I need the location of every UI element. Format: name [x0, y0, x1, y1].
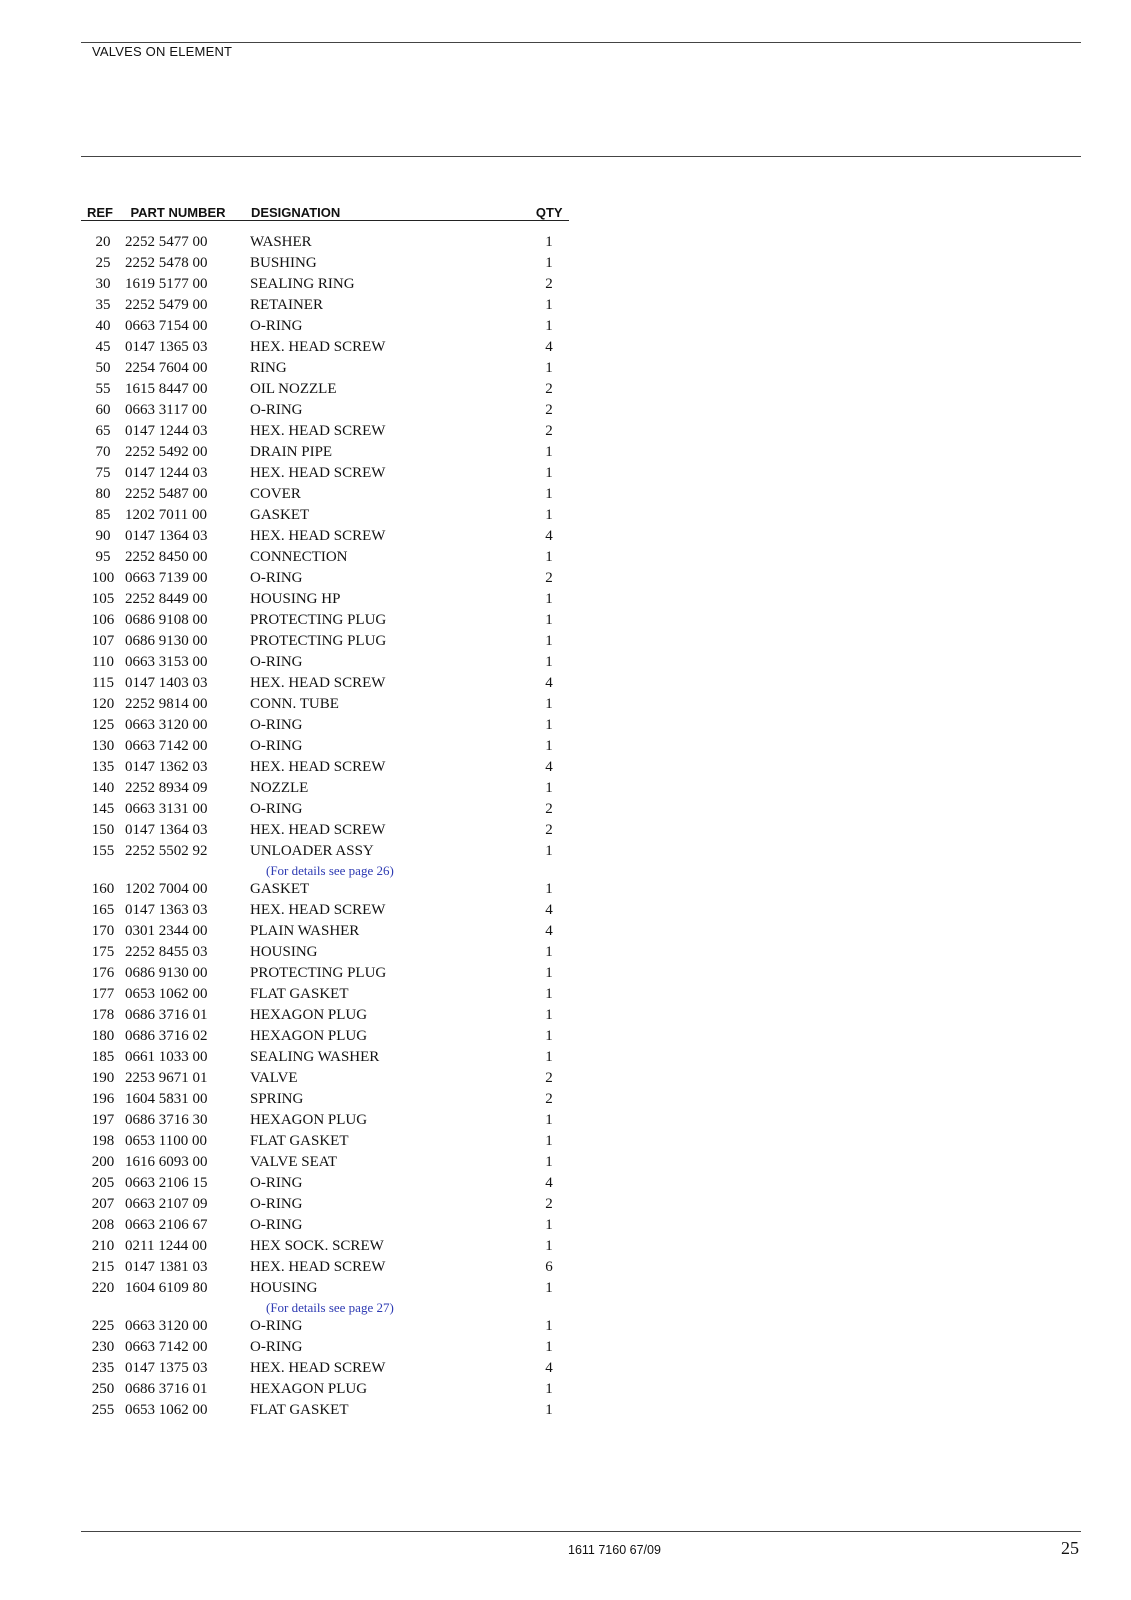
row-designation: HEX. HEAD SCREW	[250, 465, 386, 481]
row-part-number: 2252 8450 00	[125, 549, 208, 565]
row-part-number: 1202 7004 00	[125, 881, 208, 897]
column-header-qty: QTY	[535, 205, 563, 220]
row-qty: 1	[545, 465, 553, 481]
table-row	[81, 900, 569, 921]
table-row	[81, 942, 569, 963]
table-row	[81, 757, 569, 778]
row-designation: O-RING	[250, 1217, 303, 1233]
row-ref: 70	[95, 444, 111, 460]
table-row	[81, 1173, 569, 1194]
table-row	[81, 652, 569, 673]
table-row	[81, 526, 569, 547]
row-designation: COVER	[250, 486, 301, 502]
document-number: 1611 7160 67/09	[568, 1543, 661, 1557]
row-part-number: 1619 5177 00	[125, 276, 208, 292]
row-part-number: 1202 7011 00	[125, 507, 207, 523]
row-qty: 2	[545, 276, 553, 292]
row-designation: O-RING	[250, 402, 303, 418]
row-designation: VALVE	[250, 1070, 298, 1086]
row-designation: O-RING	[250, 1339, 303, 1355]
parts-table	[81, 200, 569, 1421]
row-ref: 120	[91, 696, 115, 712]
row-ref: 208	[91, 1217, 115, 1233]
row-ref: 35	[95, 297, 111, 313]
table-row	[81, 358, 569, 379]
table-row	[81, 505, 569, 526]
row-ref: 225	[91, 1318, 115, 1334]
row-qty: 4	[545, 1360, 553, 1376]
table-row	[81, 1379, 569, 1400]
row-ref: 175	[91, 944, 115, 960]
row-qty: 4	[545, 528, 553, 544]
row-part-number: 0147 1244 03	[125, 423, 208, 439]
row-qty: 1	[545, 738, 553, 754]
row-qty: 4	[545, 923, 553, 939]
row-qty: 2	[545, 1196, 553, 1212]
row-ref: 250	[91, 1381, 115, 1397]
row-ref: 196	[91, 1091, 115, 1107]
table-row	[81, 841, 569, 862]
table-row	[81, 1110, 569, 1131]
row-ref: 176	[91, 965, 115, 981]
row-designation: DRAIN PIPE	[250, 444, 333, 460]
row-part-number: 0147 1364 03	[125, 822, 208, 838]
table-row	[81, 1215, 569, 1236]
row-qty: 1	[545, 654, 553, 670]
row-part-number: 0686 3716 30	[125, 1112, 208, 1128]
footer-rule	[81, 1531, 1081, 1532]
row-designation: PROTECTING PLUG	[250, 633, 387, 649]
row-ref: 115	[92, 675, 114, 691]
table-row	[81, 253, 569, 274]
row-ref: 170	[91, 923, 115, 939]
table-row	[81, 337, 569, 358]
row-part-number: 2252 5502 92	[125, 843, 208, 859]
row-part-number: 2252 8449 00	[125, 591, 208, 607]
table-row	[81, 442, 569, 463]
table-row	[81, 274, 569, 295]
row-qty: 1	[545, 318, 553, 334]
table-row	[81, 694, 569, 715]
row-designation: HOUSING	[250, 1280, 318, 1296]
table-row	[81, 589, 569, 610]
table-row	[81, 631, 569, 652]
row-qty: 1	[545, 1381, 553, 1397]
row-ref: 215	[91, 1259, 115, 1275]
table-row	[81, 568, 569, 589]
row-qty: 1	[545, 486, 553, 502]
row-qty: 4	[545, 1175, 553, 1191]
page-number: 25	[1061, 1538, 1079, 1558]
row-part-number: 2252 5487 00	[125, 486, 208, 502]
row-part-number: 0663 2107 09	[125, 1196, 208, 1212]
row-ref: 107	[91, 633, 115, 649]
row-part-number: 0686 9130 00	[125, 633, 208, 649]
row-designation: HEXAGON PLUG	[250, 1381, 368, 1397]
row-designation: HOUSING HP	[250, 591, 341, 607]
table-row	[81, 1257, 569, 1278]
row-qty: 2	[545, 381, 553, 397]
row-part-number: 1615 8447 00	[125, 381, 208, 397]
row-part-number: 0663 7142 00	[125, 738, 208, 754]
row-part-number: 2252 8934 09	[125, 780, 208, 796]
row-qty: 1	[545, 1217, 553, 1233]
row-ref: 177	[91, 986, 115, 1002]
column-header-ref: REF	[87, 205, 113, 220]
row-designation: GASKET	[250, 507, 310, 523]
row-part-number: 0211 1244 00	[125, 1238, 207, 1254]
row-ref: 50	[95, 360, 111, 376]
row-qty: 1	[545, 965, 553, 981]
row-qty: 4	[545, 902, 553, 918]
row-ref: 25	[95, 255, 111, 271]
row-ref: 65	[95, 423, 111, 439]
row-ref: 100	[91, 570, 115, 586]
details-reference-link[interactable]: (For details see page 27)	[266, 1300, 394, 1315]
row-qty: 4	[545, 759, 553, 775]
row-part-number: 0686 3716 02	[125, 1028, 208, 1044]
row-part-number: 1604 6109 80	[125, 1280, 208, 1296]
header-bottom-rule	[81, 156, 1081, 157]
row-ref: 180	[91, 1028, 115, 1044]
row-designation: HEX. HEAD SCREW	[250, 822, 386, 838]
row-ref: 95	[95, 549, 111, 565]
row-qty: 1	[545, 944, 553, 960]
row-ref: 40	[95, 318, 111, 334]
row-designation: HEXAGON PLUG	[250, 1007, 368, 1023]
table-row	[81, 879, 569, 900]
row-designation: PLAIN WASHER	[250, 923, 360, 939]
row-ref: 150	[91, 822, 115, 838]
row-qty: 2	[545, 402, 553, 418]
row-designation: HEXAGON PLUG	[250, 1112, 368, 1128]
row-part-number: 0147 1375 03	[125, 1360, 208, 1376]
row-qty: 1	[545, 360, 553, 376]
row-ref: 125	[91, 717, 115, 733]
section-title: VALVES ON ELEMENT	[92, 44, 233, 59]
row-ref: 106	[91, 612, 115, 628]
row-designation: HEX. HEAD SCREW	[250, 423, 386, 439]
row-designation: RING	[250, 360, 287, 376]
row-part-number: 0653 1062 00	[125, 1402, 208, 1418]
table-row	[81, 400, 569, 421]
row-part-number: 0663 3120 00	[125, 717, 208, 733]
row-designation: FLAT GASKET	[250, 1133, 349, 1149]
row-part-number: 2252 5477 00	[125, 234, 208, 250]
row-designation: WASHER	[250, 234, 312, 250]
table-body	[81, 232, 569, 1421]
row-ref: 110	[92, 654, 114, 670]
row-part-number: 0147 1365 03	[125, 339, 208, 355]
row-qty: 1	[545, 507, 553, 523]
row-ref: 80	[95, 486, 111, 502]
table-row	[81, 1236, 569, 1257]
row-qty: 6	[545, 1259, 553, 1275]
row-qty: 1	[545, 1339, 553, 1355]
row-part-number: 1616 6093 00	[125, 1154, 208, 1170]
row-part-number: 0686 9130 00	[125, 965, 208, 981]
table-row	[81, 715, 569, 736]
row-qty: 2	[545, 822, 553, 838]
row-part-number: 0147 1364 03	[125, 528, 208, 544]
row-part-number: 1604 5831 00	[125, 1091, 208, 1107]
row-part-number: 2252 5478 00	[125, 255, 208, 271]
row-designation: PROTECTING PLUG	[250, 612, 387, 628]
row-designation: FLAT GASKET	[250, 1402, 349, 1418]
row-ref: 205	[91, 1175, 115, 1191]
row-designation: O-RING	[250, 318, 303, 334]
row-part-number: 0147 1244 03	[125, 465, 208, 481]
row-designation: SEALING RING	[250, 276, 355, 292]
row-ref: 235	[91, 1360, 115, 1376]
row-qty: 1	[545, 843, 553, 859]
table-row	[81, 799, 569, 820]
row-qty: 2	[545, 801, 553, 817]
row-qty: 1	[545, 1318, 553, 1334]
table-row	[81, 820, 569, 841]
table-row	[81, 232, 569, 253]
table-row	[81, 921, 569, 942]
row-qty: 1	[545, 1280, 553, 1296]
row-part-number: 0147 1363 03	[125, 902, 208, 918]
row-designation: HEXAGON PLUG	[250, 1028, 368, 1044]
row-ref: 140	[91, 780, 115, 796]
column-header-part-number: PART NUMBER	[130, 205, 226, 220]
row-designation: O-RING	[250, 570, 303, 586]
row-ref: 90	[95, 528, 111, 544]
table-row	[81, 673, 569, 694]
row-designation: PROTECTING PLUG	[250, 965, 387, 981]
row-designation: O-RING	[250, 1196, 303, 1212]
row-ref: 160	[91, 881, 115, 897]
row-part-number: 0663 7154 00	[125, 318, 208, 334]
table-row	[81, 736, 569, 757]
row-designation: FLAT GASKET	[250, 986, 349, 1002]
row-designation: O-RING	[250, 654, 303, 670]
row-ref: 130	[91, 738, 115, 754]
row-qty: 2	[545, 1091, 553, 1107]
table-row	[81, 1005, 569, 1026]
row-qty: 1	[545, 780, 553, 796]
row-designation: CONNECTION	[250, 549, 348, 565]
row-qty: 2	[545, 423, 553, 439]
row-part-number: 0147 1403 03	[125, 675, 208, 691]
row-part-number: 0147 1381 03	[125, 1259, 208, 1275]
table-row	[81, 484, 569, 505]
row-designation: HEX. HEAD SCREW	[250, 759, 386, 775]
row-qty: 1	[545, 1238, 553, 1254]
row-ref: 220	[91, 1280, 115, 1296]
table-row	[81, 1337, 569, 1358]
row-part-number: 0663 2106 15	[125, 1175, 208, 1191]
row-designation: O-RING	[250, 1175, 303, 1191]
row-designation: HOUSING	[250, 944, 318, 960]
row-designation: HEX. HEAD SCREW	[250, 339, 386, 355]
row-ref: 45	[95, 339, 111, 355]
row-ref: 155	[91, 843, 115, 859]
row-qty: 1	[545, 696, 553, 712]
row-part-number: 0663 2106 67	[125, 1217, 208, 1233]
row-qty: 1	[545, 255, 553, 271]
row-part-number: 2252 9814 00	[125, 696, 208, 712]
row-part-number: 2252 5492 00	[125, 444, 208, 460]
table-row	[81, 463, 569, 484]
row-ref: 190	[91, 1070, 115, 1086]
row-qty: 1	[545, 1007, 553, 1023]
row-part-number: 2253 9671 01	[125, 1070, 208, 1086]
table-row	[81, 1358, 569, 1379]
row-designation: VALVE SEAT	[250, 1154, 338, 1170]
row-designation: CONN. TUBE	[250, 696, 339, 712]
row-ref: 145	[91, 801, 115, 817]
row-qty: 1	[545, 1402, 553, 1418]
table-header	[81, 200, 569, 221]
row-part-number: 2252 8455 03	[125, 944, 208, 960]
table-row	[81, 1131, 569, 1152]
table-row	[81, 1278, 569, 1299]
table-row	[81, 1316, 569, 1337]
row-qty: 1	[545, 1049, 553, 1065]
row-ref: 197	[91, 1112, 115, 1128]
row-part-number: 0663 3117 00	[125, 402, 207, 418]
table-row	[81, 1026, 569, 1047]
table-row	[81, 610, 569, 631]
row-designation: RETAINER	[250, 297, 323, 313]
row-ref: 75	[95, 465, 111, 481]
row-qty: 2	[545, 1070, 553, 1086]
row-ref: 60	[95, 402, 111, 418]
row-designation: O-RING	[250, 801, 303, 817]
row-designation: O-RING	[250, 738, 303, 754]
row-qty: 1	[545, 591, 553, 607]
row-qty: 1	[545, 986, 553, 1002]
table-row	[81, 1089, 569, 1110]
row-designation: NOZZLE	[250, 780, 309, 796]
row-qty: 1	[545, 633, 553, 649]
table-row	[81, 1068, 569, 1089]
row-qty: 4	[545, 339, 553, 355]
table-row	[81, 778, 569, 799]
row-designation: OIL NOZZLE	[250, 381, 337, 397]
row-ref: 85	[95, 507, 111, 523]
row-part-number: 0653 1100 00	[125, 1133, 207, 1149]
row-ref: 165	[91, 902, 115, 918]
row-part-number: 0686 3716 01	[125, 1381, 208, 1397]
row-ref: 105	[91, 591, 115, 607]
row-designation: UNLOADER ASSY	[250, 843, 374, 859]
header-top-rule	[81, 42, 1081, 43]
row-part-number: 2252 5479 00	[125, 297, 208, 313]
row-qty: 1	[545, 1133, 553, 1149]
row-qty: 1	[545, 444, 553, 460]
row-designation: HEX SOCK. SCREW	[250, 1238, 384, 1254]
row-part-number: 0686 3716 01	[125, 1007, 208, 1023]
row-part-number: 0661 1033 00	[125, 1049, 208, 1065]
table-row	[81, 295, 569, 316]
row-part-number: 2254 7604 00	[125, 360, 208, 376]
table-row	[81, 547, 569, 568]
row-part-number: 0663 3131 00	[125, 801, 208, 817]
table-row	[81, 316, 569, 337]
row-qty: 1	[545, 234, 553, 250]
details-reference-link[interactable]: (For details see page 26)	[266, 863, 394, 878]
row-qty: 4	[545, 675, 553, 691]
row-part-number: 0663 3120 00	[125, 1318, 208, 1334]
row-qty: 2	[545, 570, 553, 586]
row-ref: 185	[91, 1049, 115, 1065]
row-ref: 200	[91, 1154, 115, 1170]
row-qty: 1	[545, 717, 553, 733]
table-row	[81, 963, 569, 984]
row-ref: 230	[91, 1339, 115, 1355]
table-row	[81, 379, 569, 400]
row-part-number: 0653 1062 00	[125, 986, 208, 1002]
table-row	[81, 1152, 569, 1173]
row-ref: 135	[91, 759, 115, 775]
table-row	[81, 421, 569, 442]
row-qty: 1	[545, 881, 553, 897]
row-designation: SPRING	[250, 1091, 304, 1107]
row-designation: SEALING WASHER	[250, 1049, 380, 1065]
row-part-number: 0663 7142 00	[125, 1339, 208, 1355]
table-row	[81, 1194, 569, 1215]
row-designation: HEX. HEAD SCREW	[250, 1259, 386, 1275]
row-designation: HEX. HEAD SCREW	[250, 1360, 386, 1376]
row-part-number: 0663 7139 00	[125, 570, 208, 586]
row-designation: O-RING	[250, 1318, 303, 1334]
row-qty: 1	[545, 1154, 553, 1170]
row-designation: BUSHING	[250, 255, 317, 271]
table-row	[81, 984, 569, 1005]
row-designation: HEX. HEAD SCREW	[250, 675, 386, 691]
row-qty: 1	[545, 297, 553, 313]
row-ref: 20	[95, 234, 111, 250]
row-qty: 1	[545, 549, 553, 565]
row-part-number: 0686 9108 00	[125, 612, 208, 628]
row-designation: O-RING	[250, 717, 303, 733]
row-ref: 198	[91, 1133, 115, 1149]
row-part-number: 0147 1362 03	[125, 759, 208, 775]
row-ref: 207	[91, 1196, 115, 1212]
row-ref: 55	[95, 381, 111, 397]
table-row	[81, 1400, 569, 1421]
row-ref: 30	[95, 276, 111, 292]
column-header-designation: DESIGNATION	[250, 205, 341, 220]
row-qty: 1	[545, 612, 553, 628]
row-designation: GASKET	[250, 881, 310, 897]
row-qty: 1	[545, 1028, 553, 1044]
row-part-number: 0301 2344 00	[125, 923, 208, 939]
row-ref: 178	[91, 1007, 115, 1023]
row-designation: HEX. HEAD SCREW	[250, 902, 386, 918]
row-ref: 210	[91, 1238, 115, 1254]
table-row	[81, 1047, 569, 1068]
row-ref: 255	[91, 1402, 115, 1418]
row-designation: HEX. HEAD SCREW	[250, 528, 386, 544]
row-qty: 1	[545, 1112, 553, 1128]
row-part-number: 0663 3153 00	[125, 654, 208, 670]
